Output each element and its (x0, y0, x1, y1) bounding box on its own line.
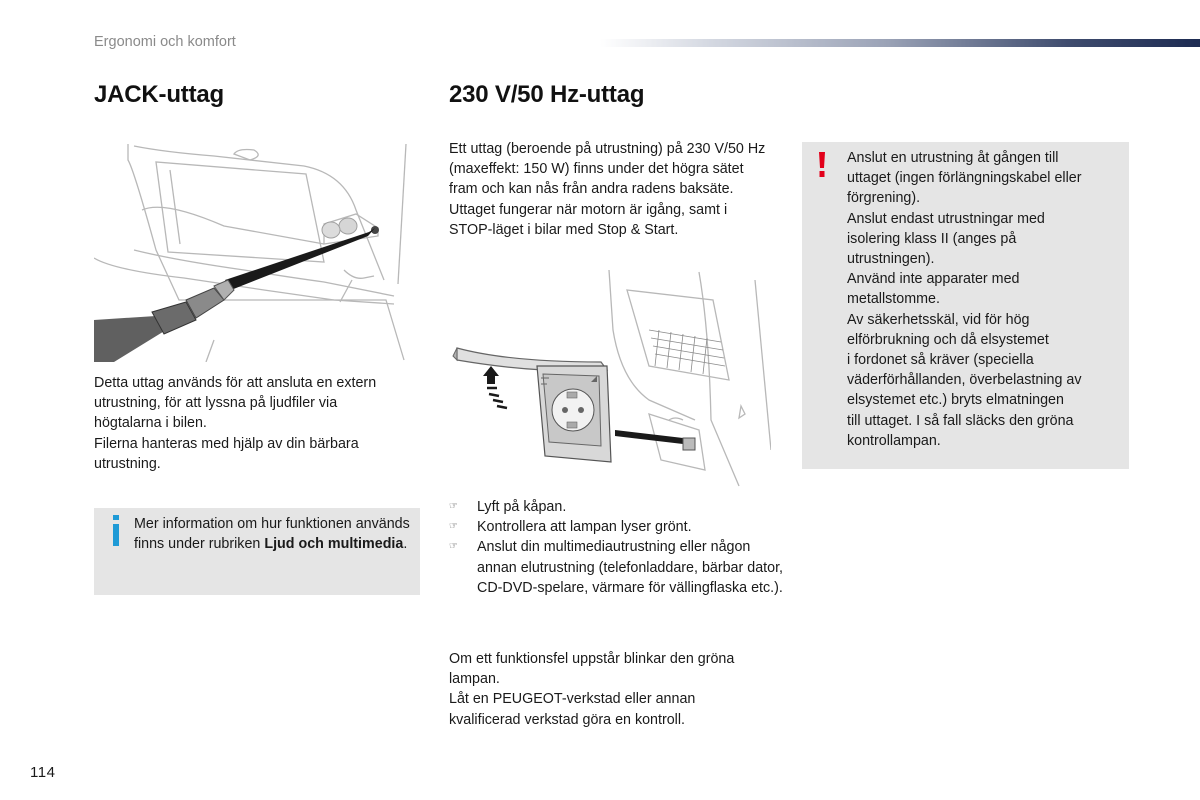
info-icon (112, 515, 120, 546)
step-text: Kontrollera att lampan lyser grönt. (477, 519, 692, 536)
warning-line: förgrening). (847, 190, 921, 207)
header-gradient-bar (600, 39, 1200, 47)
warning-line: elsystemet etc.) bryts elmatningen (847, 392, 1064, 409)
step-bullet-icon: ☞ (449, 541, 458, 553)
info-note-text (134, 514, 416, 554)
jack-description-line: Filerna hanteras med hjälp av din bärbara (94, 435, 359, 452)
step-item (449, 537, 789, 598)
socket-intro-line: fram och kan nås från andra radens baksäte. (449, 181, 734, 198)
socket-intro (449, 139, 789, 240)
step-item (449, 517, 789, 537)
warning-line: elförbrukning och då elsystemet (847, 331, 1049, 348)
warning-line: uttaget (ingen förlängningskabel eller (847, 170, 1082, 187)
step-text: Lyft på kåpan. (477, 499, 567, 515)
jack-description-line: utrustning, för att lyssna på ljudfiler via (94, 395, 338, 412)
warning-line: Använd inte apparater med (847, 271, 1020, 288)
warning-line: väderförhållanden, överbelastning av (847, 372, 1082, 389)
step-bullet-icon: ☞ (449, 501, 458, 512)
step-text: Anslut din multimediautrustning eller någon annan elutrustning (telefonladdare, bärbar dator, CD-DVD-spelare, värmare för vällingflaska etc.). (477, 539, 784, 596)
jack-description-line: utrustning. (94, 455, 161, 472)
warning-line: metallstomme. (847, 291, 940, 308)
socket-intro-line: Ett uttag (beroende på utrustning) på 230 V/50 Hz (449, 141, 766, 157)
fault-notice (449, 649, 789, 730)
warning-line: kontrollampan. (847, 432, 941, 449)
socket-intro-line: STOP-läget i bilar med Stop & Start. (449, 221, 679, 238)
warning-text (847, 148, 1123, 451)
warning-line: i fordonet så kräver (speciella (847, 352, 1034, 369)
socket-intro-line: (maxeffekt: 150 W) finns under det högra sätet (449, 161, 744, 178)
info-note-box (94, 508, 420, 595)
jack-description-line: högtalarna i bilen. (94, 415, 207, 432)
jack-socket-illustration (94, 140, 410, 362)
step-item (449, 497, 789, 517)
power-socket-illustration (449, 270, 771, 492)
warning-line: isolering klass II (anges på (847, 230, 1017, 247)
warning-line: Anslut endast utrustningar med (847, 210, 1045, 227)
fault-notice-line: Låt en PEUGEOT-verkstad eller annan (449, 691, 696, 708)
section-label: Ergonomi och komfort (94, 34, 236, 50)
warning-line: Av säkerhetsskäl, vid för hög (847, 311, 1030, 328)
warning-line: utrustningen). (847, 251, 935, 268)
warning-line: till uttaget. I så fall släcks den gröna (847, 412, 1074, 429)
info-note-text-start: Mer information om hur funktionen används finns under rubriken (134, 516, 410, 553)
page-number: 114 (30, 764, 56, 781)
info-note-reference: Ljud och multimedia (264, 536, 404, 553)
fault-notice-line: lampan. (449, 671, 500, 688)
fault-notice-line: kvalificerad verkstad göra en kontroll. (449, 711, 686, 728)
info-note-text-end: . (403, 536, 408, 553)
jack-description (94, 373, 414, 474)
procedure-steps (449, 497, 789, 598)
socket-intro-line: Uttaget fungerar när motorn är igång, samt i (449, 201, 728, 218)
step-bullet-icon: ☞ (449, 521, 458, 533)
jack-title: JACK-uttag (94, 81, 224, 108)
warning-line: Anslut en utrustning åt gången till (847, 150, 1059, 166)
socket-title: 230 V/50 Hz-uttag (449, 81, 645, 108)
warning-icon (818, 152, 826, 177)
fault-notice-line: Om ett funktionsfel uppstår blinkar den gröna (449, 651, 735, 667)
warning-box (802, 142, 1129, 469)
jack-description-line: Detta uttag används för att ansluta en extern (94, 375, 377, 391)
